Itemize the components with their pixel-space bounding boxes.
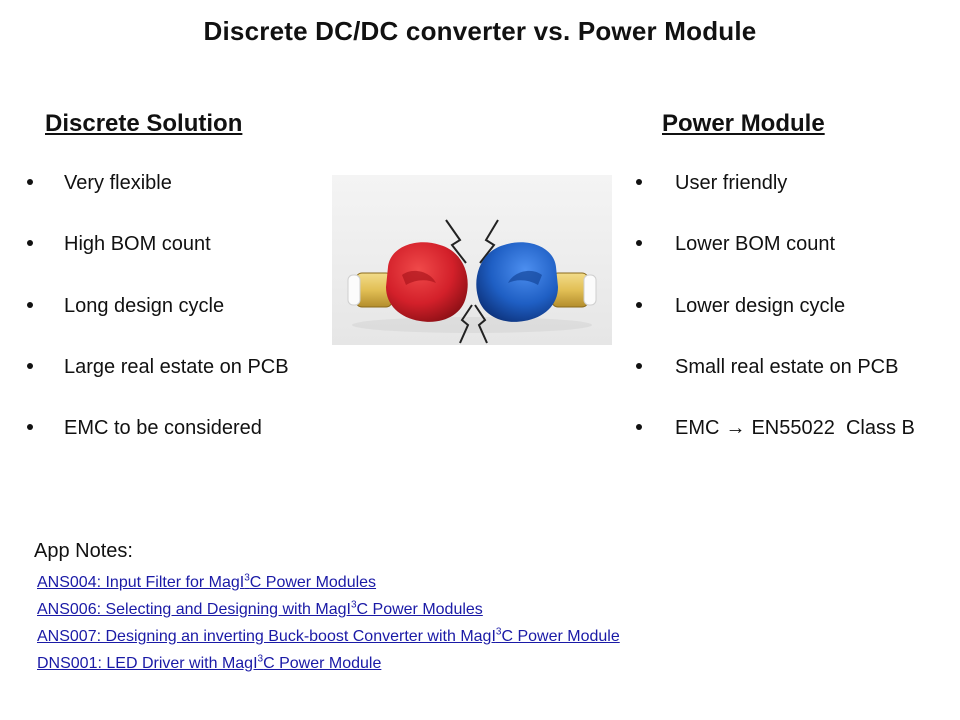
bullet-icon	[27, 240, 33, 246]
bullet-icon	[27, 424, 33, 430]
link-ans006[interactable]: ANS006: Selecting and Designing with MagI$^3$C Power Modules	[37, 599, 483, 618]
arrow-right-icon: →	[725, 417, 746, 440]
app-notes-heading: App Notes:	[34, 540, 133, 562]
power-module-heading: Power Module	[662, 110, 825, 137]
bullet-icon	[636, 302, 642, 308]
bullet-icon	[636, 240, 642, 246]
link-ans004[interactable]: ANS004: Input Filter for MagI$^3$C Power Modules	[37, 572, 377, 591]
slide-title: Discrete DC/DC converter vs. Power Module	[203, 16, 757, 46]
discrete-solution-heading: Discrete Solution	[45, 110, 243, 137]
link-dns001[interactable]: DNS001: LED Driver with MagI$^3$C Power Module	[37, 653, 382, 672]
emc-item: EMC → EN55022 Class B	[675, 417, 915, 440]
link-ans007[interactable]: ANS007: Designing an inverting Buck-boost Converter with MagI$^3$C Power Module	[37, 626, 620, 645]
bullet-icon	[636, 363, 642, 369]
bullet-icon	[636, 424, 642, 430]
bullet-icon	[27, 179, 33, 185]
bullet-icon	[636, 179, 642, 185]
bullet-icon	[27, 302, 33, 308]
boxing-gloves-image	[332, 175, 612, 345]
app-notes-links	[37, 573, 620, 681]
bullet-icon	[27, 363, 33, 369]
